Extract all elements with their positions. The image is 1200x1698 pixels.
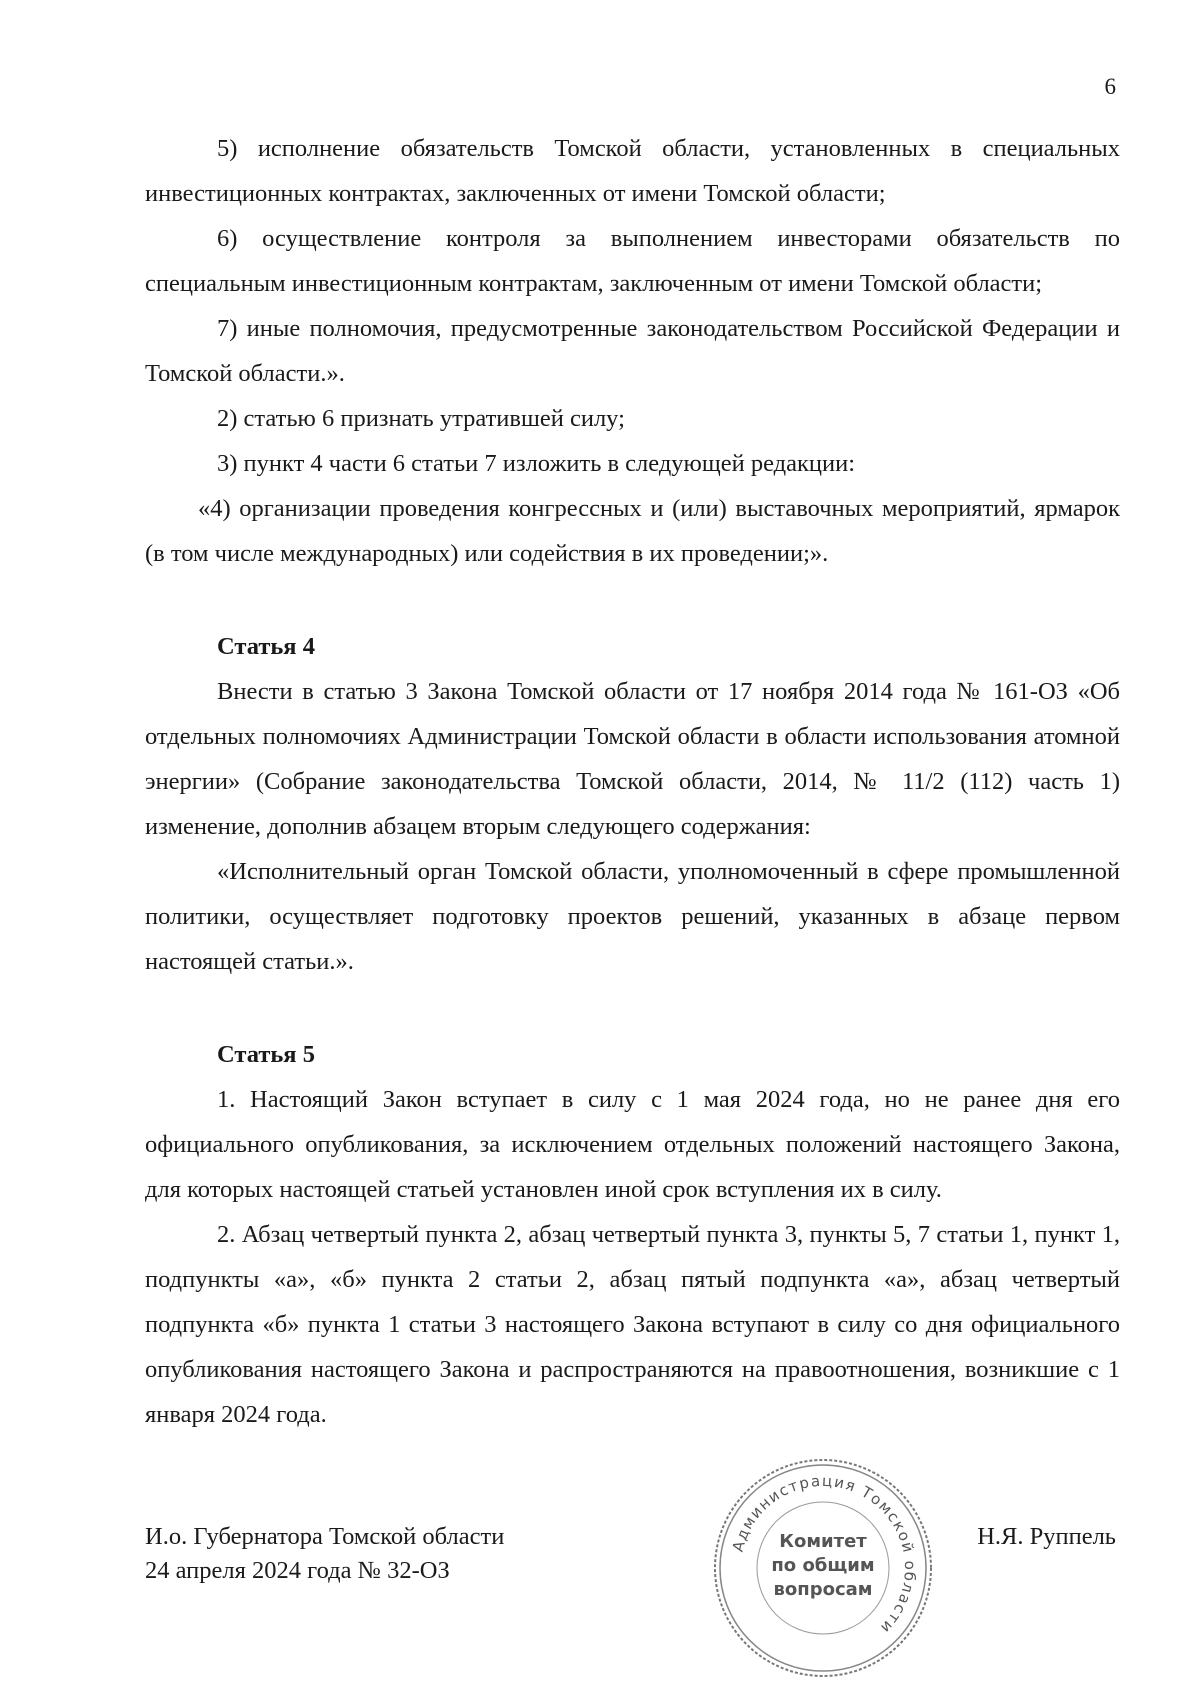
article-5-heading: Статья 5 <box>217 1041 315 1068</box>
document-body <box>145 126 1120 1437</box>
law-date-number: 24 апреля 2024 года № 32-ОЗ <box>145 1557 450 1584</box>
paragraph-quoted-item-4: «4) организации проведения конгрессных и (или) выставочных мероприятий, ярмарок (в том числе международных) или содействия в их проведении;». <box>145 495 1120 567</box>
paragraph-item-7: 7) иные полномочия, предусмотренные законодательством Российской Федерации и Томской области.». <box>145 315 1120 387</box>
seal-line-2: по общим <box>771 1555 875 1576</box>
paragraph-item-6: 6) осуществление контроля за выполнением инвесторами обязательств по специальным инвестиционным контрактам, заключенным от имени Томской области; <box>145 225 1120 297</box>
article-4-heading: Статья 4 <box>217 633 315 660</box>
seal-line-1: Комитет <box>779 1531 867 1552</box>
official-seal <box>710 1455 936 1681</box>
paragraph-point-2: 2) статью 6 признать утратившей силу; <box>217 405 625 432</box>
signer-name: Н.Я. Руппель <box>977 1523 1116 1550</box>
signer-position: И.о. Губернатора Томской области <box>145 1523 505 1550</box>
paragraph-item-5: 5) исполнение обязательств Томской области, установленных в специальных инвестиционных контрактах, заключенных от имени Томской области; <box>145 135 1120 207</box>
seal-line-3: вопросам <box>773 1579 873 1600</box>
signer-info <box>145 1520 504 1588</box>
article-5-paragraph-2: 2. Абзац четвертый пункта 2, абзац четвертый пункта 3, пункты 5, 7 статьи 1, пункт 1, подпункты «а», «б» пункта 2 статьи 2, абзац пятый подпункта «а», абзац четвертый подпункта «б» пункта 1 статьи 3 настоящего Закона вступают в силу со дня официального опубликования настоящего Закона и распространяются на правоотношения, возникшие с 1 января 2024 года. <box>145 1221 1120 1428</box>
article-4-paragraph: Внести в статью 3 Закона Томской области от 17 ноября 2014 года № 161-ОЗ «Об отдельных полномочиях Администрации Томской области в области использования атомной энергии» (Собрание законодательства Томской области, 2014, № 11/2 (112) часть 1) изменение, дополнив абзацем вторым следующего содержания: <box>145 678 1120 840</box>
article-4-quote: «Исполнительный орган Томской области, уполномоченный в сфере промышленной политики, осуществляет подготовку проектов решений, указанных в абзаце первом настоящей статьи.». <box>145 858 1120 975</box>
page-number: 6 <box>1104 74 1116 99</box>
seal-ring-text: Администрация Томской области <box>728 1471 920 1638</box>
article-5-paragraph-1: 1. Настоящий Закон вступает в силу с 1 мая 2024 года, но не ранее дня его официального опубликования, за исключением отдельных положений настоящего Закона, для которых настоящей статьей установлен иной срок вступления их в силу. <box>145 1086 1120 1203</box>
paragraph-point-3: 3) пункт 4 части 6 статьи 7 изложить в следующей редакции: <box>217 450 856 477</box>
